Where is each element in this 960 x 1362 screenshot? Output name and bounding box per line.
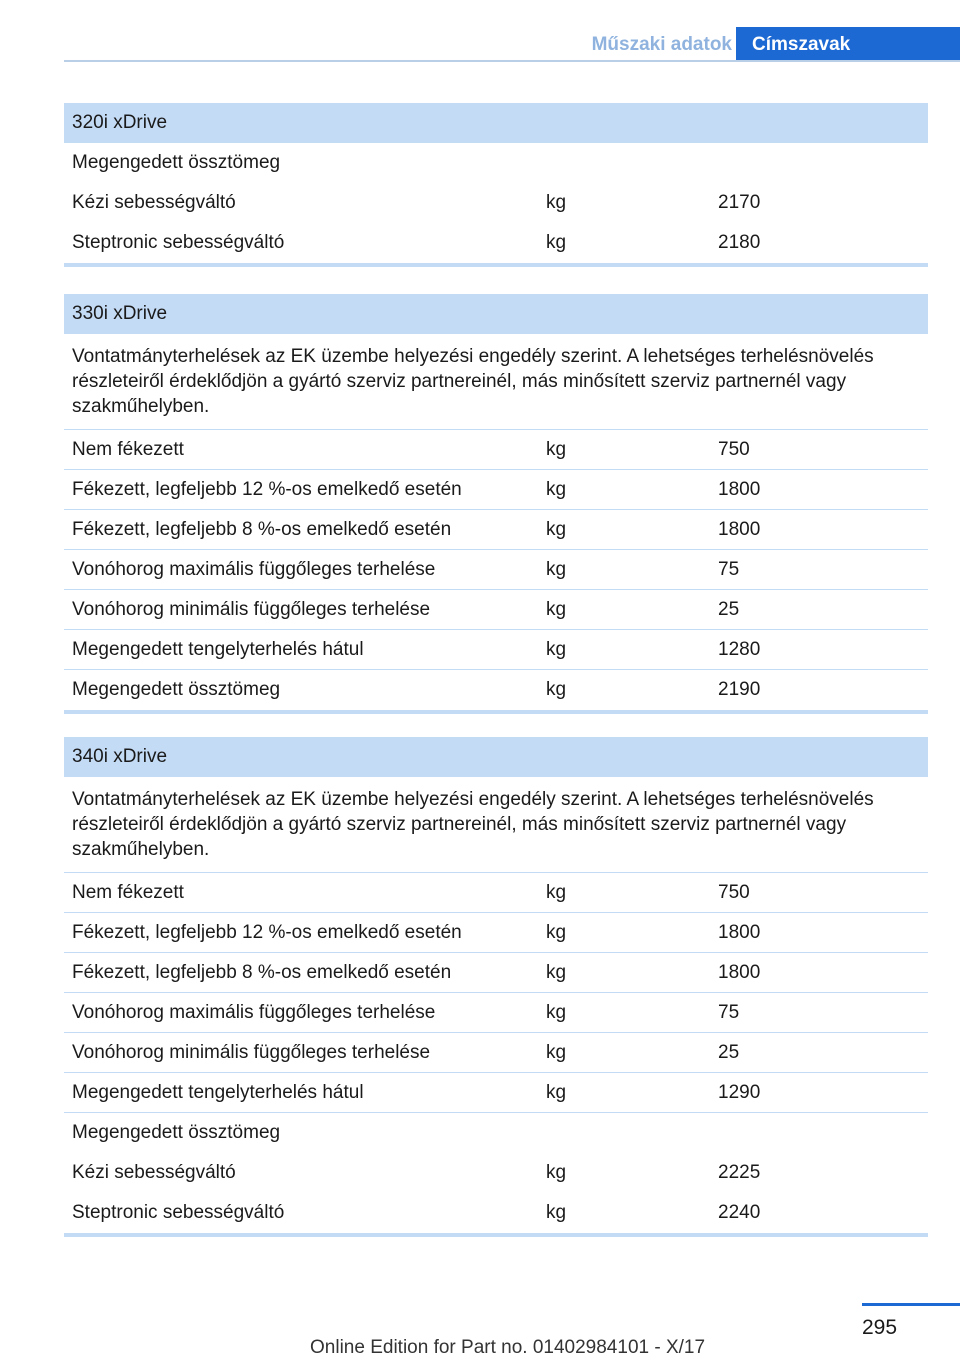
table-bottom-rule: [64, 1233, 928, 1237]
row-unit: kg: [546, 1202, 567, 1223]
table-title: 320i xDrive: [64, 103, 928, 143]
page-number: 295: [862, 1316, 898, 1339]
row-value: 1290: [718, 1082, 761, 1103]
row-value: 2190: [718, 679, 761, 700]
row-label: Steptronic sebességváltó: [72, 1202, 285, 1223]
row-value: 1800: [718, 519, 761, 540]
row-label: Megengedett össztömeg: [72, 1122, 281, 1143]
table-row: [64, 223, 928, 263]
row-unit: kg: [546, 519, 567, 540]
header-divider: [64, 60, 960, 62]
table-row: [64, 590, 928, 630]
row-label: Megengedett össztömeg: [72, 679, 281, 700]
row-unit: kg: [546, 962, 567, 983]
table-row: [64, 1073, 928, 1113]
row-label: Kézi sebességváltó: [72, 192, 236, 213]
table-note: Vontatmányterhelések az EK üzembe helyezési engedély szerint. A lehetséges terhelésnövelés részleteiről érdeklődjön a gyártó szerviz partnereinél, más minősített szerviz partnernél vagy szakműhelyben.: [64, 777, 928, 873]
row-label: Fékezett, legfeljebb 8 %-os emelkedő esetén: [72, 519, 452, 540]
row-unit: kg: [546, 1002, 567, 1023]
row-unit: kg: [546, 232, 567, 253]
table-row: [64, 470, 928, 510]
row-label: Vonóhorog minimális függőleges terhelése: [72, 599, 431, 620]
row-unit: kg: [546, 479, 567, 500]
row-value: 1800: [718, 962, 761, 983]
row-label: Megengedett tengelyterhelés hátul: [72, 1082, 364, 1103]
table-row: [64, 630, 928, 670]
row-label: Fékezett, legfeljebb 12 %-os emelkedő esetén: [72, 922, 462, 943]
table-row: [64, 1153, 928, 1193]
spec-table-320i: [64, 103, 928, 267]
table-row: [64, 143, 928, 183]
row-label: Vonóhorog minimális függőleges terhelése: [72, 1042, 431, 1063]
row-label: Megengedett tengelyterhelés hátul: [72, 639, 364, 660]
row-value: 25: [718, 599, 740, 620]
row-value: 750: [718, 882, 750, 903]
table-title: 330i xDrive: [64, 294, 928, 334]
row-value: 75: [718, 559, 740, 580]
row-value: 75: [718, 1002, 740, 1023]
table-row: [64, 873, 928, 913]
row-label: Steptronic sebességváltó: [72, 232, 285, 253]
table-row: [64, 430, 928, 470]
table-row: [64, 953, 928, 993]
row-value: 1800: [718, 479, 761, 500]
spec-table-330i: [64, 294, 928, 714]
tab-cimszavak[interactable]: Címszavak: [736, 27, 960, 62]
row-label: Fékezett, legfeljebb 12 %-os emelkedő esetén: [72, 479, 462, 500]
row-label: Kézi sebességváltó: [72, 1162, 236, 1183]
row-value: 750: [718, 439, 750, 460]
footer-accent-line: [862, 1303, 960, 1306]
table-bottom-rule: [64, 263, 928, 267]
row-unit: kg: [546, 679, 567, 700]
table-row: [64, 993, 928, 1033]
table-row: [64, 1193, 928, 1233]
row-label: Nem fékezett: [72, 882, 184, 903]
row-value: 2240: [718, 1202, 761, 1223]
row-unit: kg: [546, 639, 567, 660]
row-unit: kg: [546, 882, 567, 903]
table-row: [64, 183, 928, 223]
row-label: Vonóhorog maximális függőleges terhelése: [72, 559, 436, 580]
row-value: 2225: [718, 1162, 761, 1183]
table-row: [64, 550, 928, 590]
row-unit: kg: [546, 922, 567, 943]
row-unit: kg: [546, 1082, 567, 1103]
table-row: [64, 510, 928, 550]
table-title: 340i xDrive: [64, 737, 928, 777]
row-label: Megengedett össztömeg: [72, 152, 281, 173]
table-row: [64, 1033, 928, 1073]
row-unit: kg: [546, 599, 567, 620]
table-note: Vontatmányterhelések az EK üzembe helyezési engedély szerint. A lehetséges terhelésnövelés részleteiről érdeklődjön a gyártó szerviz partnereinél, más minősített szerviz partnernél vagy szakműhelyben.: [64, 334, 928, 430]
row-unit: kg: [546, 1162, 567, 1183]
section-title[interactable]: Műszaki adatok: [591, 34, 732, 55]
row-unit: kg: [546, 439, 567, 460]
row-unit: kg: [546, 1042, 567, 1063]
row-label: Fékezett, legfeljebb 8 %-os emelkedő esetén: [72, 962, 452, 983]
row-label: Nem fékezett: [72, 439, 184, 460]
spec-table-340i: [64, 737, 928, 1237]
table-row: [64, 1113, 928, 1153]
row-value: 1800: [718, 922, 761, 943]
row-value: 25: [718, 1042, 740, 1063]
row-unit: kg: [546, 559, 567, 580]
edition-footer: Online Edition for Part no. 01402984101 - X/17: [310, 1337, 706, 1358]
row-unit: kg: [546, 192, 567, 213]
table-bottom-rule: [64, 710, 928, 714]
row-value: 2170: [718, 192, 761, 213]
row-value: 1280: [718, 639, 761, 660]
table-row: [64, 913, 928, 953]
table-row: [64, 670, 928, 710]
row-value: 2180: [718, 232, 761, 253]
row-label: Vonóhorog maximális függőleges terhelése: [72, 1002, 436, 1023]
